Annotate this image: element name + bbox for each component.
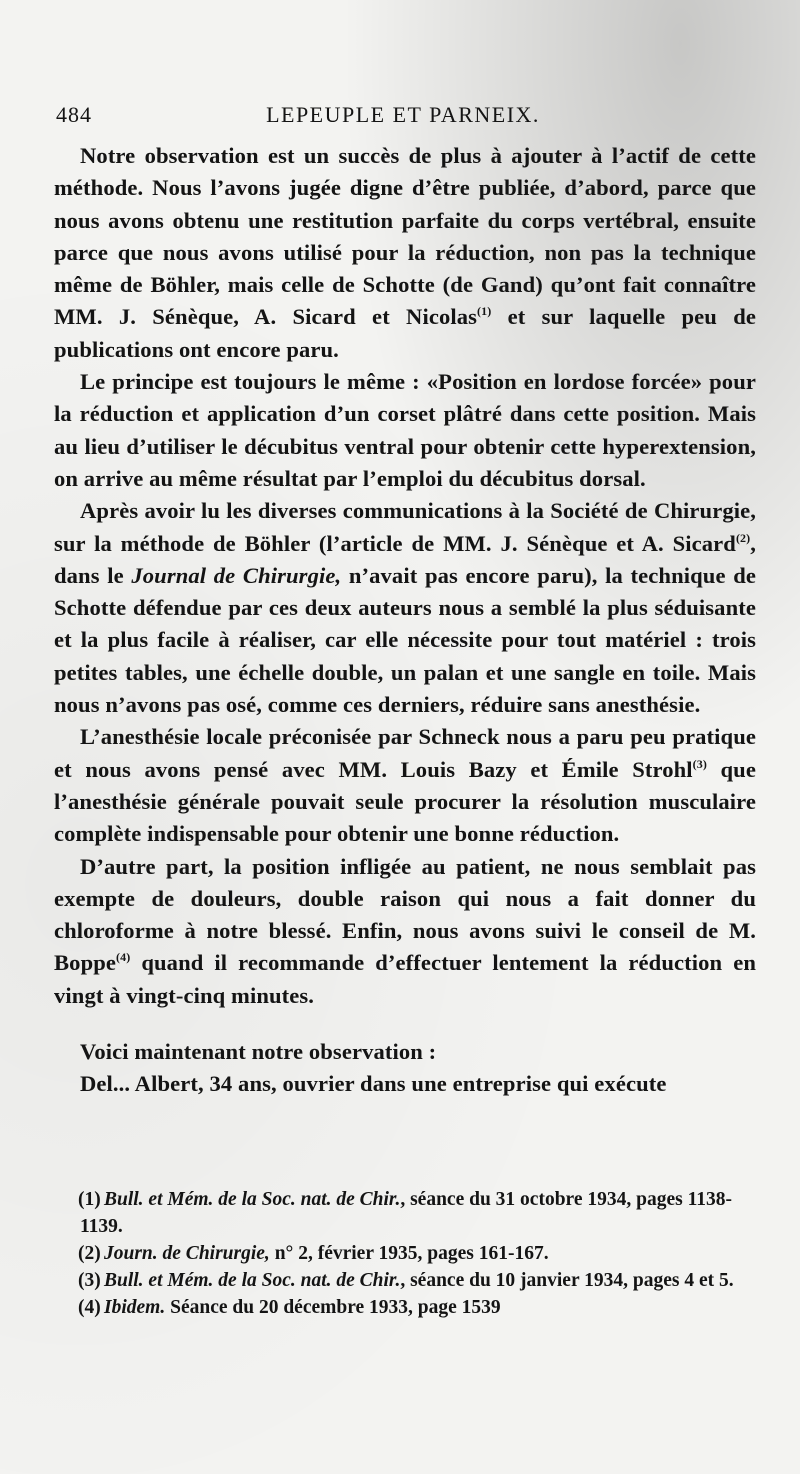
body-text — [54, 140, 756, 1101]
footnote-3 — [80, 1267, 756, 1294]
paragraph-7: Del... Albert, 34 ans, ouvrier dans une entreprise qui exécute — [80, 1071, 667, 1097]
footnote-text: n° 2, février 1935, pages 161-167. — [269, 1243, 549, 1264]
paragraph-3-text-end: n’avait pas encore paru), la technique de Schotte défendue par ces deux auteurs nous a semblé la plus séduisante et la plus facile à réaliser, car elle nécessite pour tout matériel : trois petites tables, une échelle double, un palan et une sangle en toile. Mais nous n’avons pas osé, comme ces derniers, réduire sans anesthésie. — [54, 562, 756, 718]
paragraph-4-text: L’anesthésie locale préconisée par Schneck nous a paru peu pratique et nous avons pensé avec MM. Louis Bazy et Émile Strohl — [54, 724, 756, 782]
paragraph-1 — [54, 140, 756, 366]
page-header — [56, 96, 750, 136]
footnote-number: (4) — [78, 1297, 101, 1318]
footnote-reference: Bull. et Mém. de la Soc. nat. de Chir. — [104, 1270, 401, 1291]
footnote-1 — [80, 1186, 756, 1240]
journal-title: Journal de Chirurgie, — [131, 562, 342, 588]
footnote-text: , séance du 10 janvier 1934, pages 4 et 5. — [400, 1270, 734, 1291]
footnote-number: (3) — [78, 1270, 101, 1291]
footnote-reference: Ibidem. — [104, 1297, 166, 1318]
paragraph-1-text: Notre observation est un succès de plus à ajouter à l’actif de cette méthode. Nous l’avons jugée digne d’être publiée, d’abord, parce que nous avons obtenu une restitution parfaite du corps vertébral, ensuite parce que nous avons utilisé pour la réduction, non pas la technique même de Böhler, mais celle de Schotte (de Gand) qu’ont fait connaître MM. J. Sénèque, A. Sicard et Nicolas — [54, 143, 756, 330]
footnote-ref-1: (1) — [477, 304, 492, 319]
footnote-ref-3: (3) — [692, 756, 707, 771]
footnote-reference: Journ. de Chirurgie, — [104, 1243, 270, 1264]
footnote-2 — [80, 1240, 756, 1267]
footnote-ref-4: (4) — [116, 950, 131, 965]
paragraph-2: Le principe est toujours le même : «Position en lordose forcée» pour la réduction et application d’un corset plâtré dans cette position. Mais au lieu d’utiliser le décubitus ventral pour obtenir cette hyperextension, on arrive au même résultat par l’emploi du décubitus dorsal. — [54, 369, 756, 491]
footnote-text: Séance du 20 décembre 1933, page 1539 — [165, 1297, 501, 1318]
paragraph-5-text: D’autre part, la position infligée au patient, ne nous semblait pas exempte de douleurs, double raison qui nous a fait donner du chloroforme à notre blessé. Enfin, nous avons suivi le conseil de M. Boppe — [54, 853, 756, 976]
footnote-text: , séance du 31 octobre 1934, pages 1138-1139. — [80, 1189, 732, 1237]
paragraph-3-text: Après avoir lu les diverses communications à la Société de Chirurgie, sur la méthode de Böhler (l’article de MM. J. Sénèque et A. Sicard — [54, 498, 756, 556]
footnote-number: (2) — [78, 1243, 101, 1264]
paragraph-1-text-end: et sur laquelle peu de publications ont encore paru. — [54, 304, 756, 362]
paragraph-5 — [54, 851, 756, 1012]
page-number: 484 — [56, 102, 92, 127]
paragraph-4 — [54, 721, 756, 850]
paragraph-3 — [54, 495, 756, 721]
paragraph-3-text-mid: , dans le — [54, 530, 756, 588]
paragraph-6: Voici maintenant notre observation : — [80, 1039, 437, 1065]
footnote-number: (1) — [78, 1189, 101, 1210]
paragraph-4-text-end: que l’anesthésie générale pouvait seule procurer la résolution musculaire complète indispensable pour obtenir une bonne réduction. — [54, 756, 756, 847]
footnote-ref-2: (2) — [735, 530, 751, 545]
footnote-reference: Bull. et Mém. de la Soc. nat. de Chir. — [104, 1189, 401, 1210]
footnote-4 — [80, 1294, 756, 1321]
running-head: LEPEUPLE ET PARNEIX. — [266, 102, 540, 127]
footnotes — [80, 1186, 756, 1321]
paragraph-5-text-end: quand il recommande d’effectuer lentement la réduction en vingt à vingt-cinq minutes. — [54, 950, 756, 1008]
